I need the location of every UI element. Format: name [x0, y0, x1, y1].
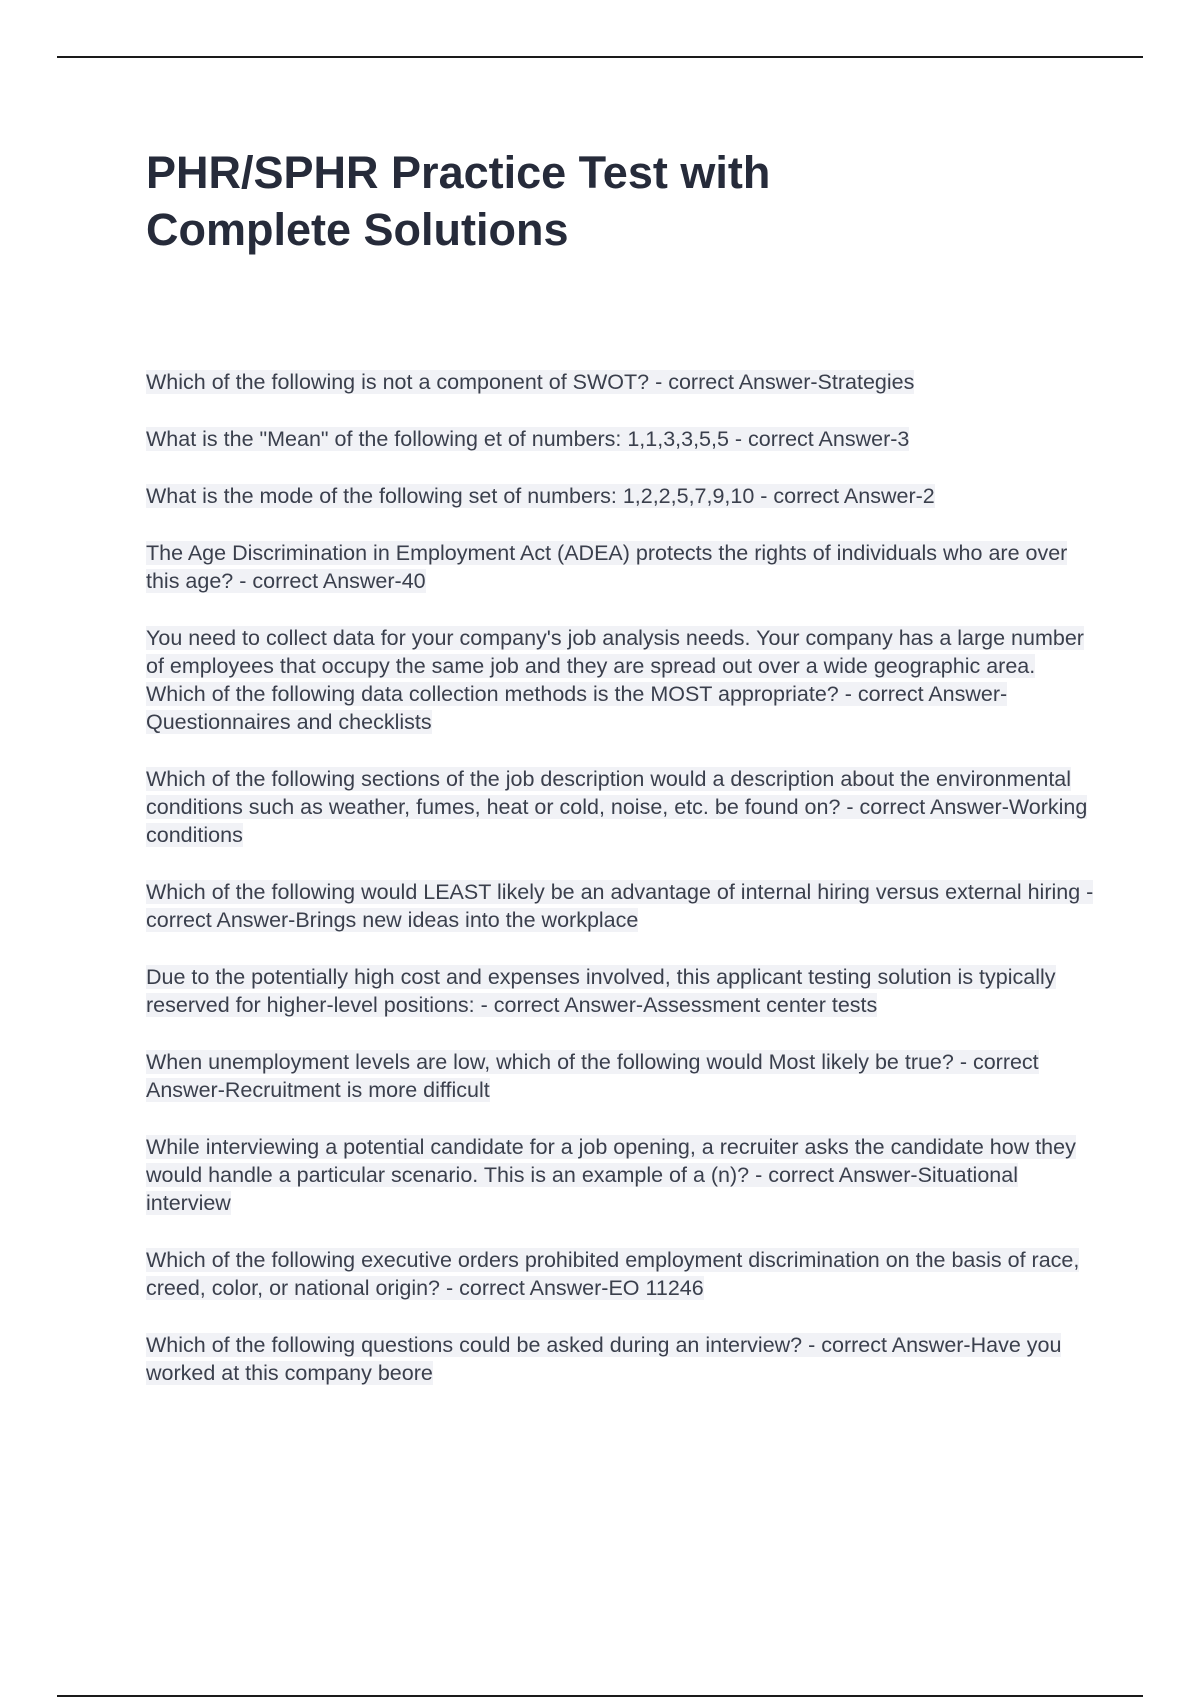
- list-item: [146, 878, 1096, 934]
- list-item: [146, 1048, 1096, 1104]
- question-text: The Age Discrimination in Employment Act (ADEA) protects the rights of individuals who are over this age? - correct Answer-40: [146, 541, 1068, 593]
- question-text: You need to collect data for your company's job analysis needs. Your company has a large number of employees that occupy the same job and they are spread out over a wide geographic area. Which of the following data collection methods is the MOST appropriate? - correct Answer-Questionnaires and checklists: [146, 626, 1084, 734]
- list-item: [146, 1133, 1096, 1217]
- question-text: Which of the following would LEAST likely be an advantage of internal hiring versus external hiring - correct Answer-Brings new ideas into the workplace: [146, 880, 1094, 932]
- list-item: [146, 1331, 1096, 1387]
- question-text: When unemployment levels are low, which of the following would Most likely be true? - correct Answer-Recruitment is more difficult: [146, 1050, 1039, 1102]
- question-list: [146, 368, 1096, 1387]
- list-item: [146, 963, 1096, 1019]
- question-text: Due to the potentially high cost and expenses involved, this applicant testing solution is typically reserved for higher-level positions: - correct Answer-Assessment center tests: [146, 965, 1056, 1017]
- question-text: While interviewing a potential candidate for a job opening, a recruiter asks the candidate how they would handle a particular scenario. This is an example of a (n)? - correct Answer-Situational interview: [146, 1135, 1076, 1215]
- list-item: [146, 425, 1096, 453]
- list-item: [146, 539, 1096, 595]
- bottom-rule: [57, 1695, 1143, 1697]
- list-item: [146, 624, 1096, 736]
- question-text: Which of the following is not a component of SWOT? - correct Answer-Strategies: [146, 370, 915, 394]
- list-item: [146, 765, 1096, 849]
- list-item: [146, 1246, 1096, 1302]
- top-rule: [57, 56, 1143, 58]
- question-text: What is the mode of the following set of numbers: 1,2,2,5,7,9,10 - correct Answer-2: [146, 484, 935, 508]
- list-item: [146, 368, 1096, 396]
- document-title: PHR/SPHR Practice Test with Complete Solutions: [146, 147, 771, 255]
- question-text: Which of the following sections of the job description would a description about the environmental conditions such as weather, fumes, heat or cold, noise, etc. be found on? - correct Answer-Working conditions: [146, 767, 1088, 847]
- question-text: What is the "Mean" of the following et of numbers: 1,1,3,3,5,5 - correct Answer-3: [146, 427, 910, 451]
- list-item: [146, 482, 1096, 510]
- question-text: Which of the following executive orders prohibited employment discrimination on the basis of race, creed, color, or national origin? - correct Answer-EO 11246: [146, 1248, 1080, 1300]
- question-text: Which of the following questions could be asked during an interview? - correct Answer-Have you worked at this company beore: [146, 1333, 1062, 1385]
